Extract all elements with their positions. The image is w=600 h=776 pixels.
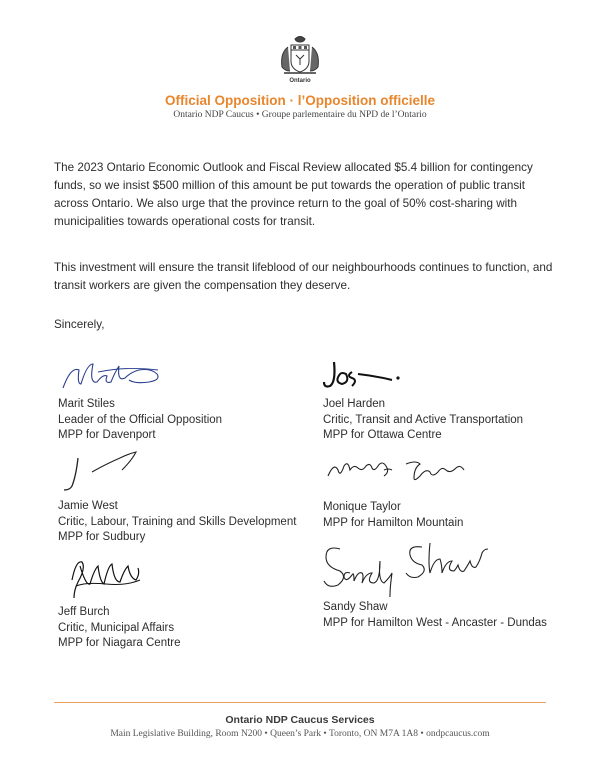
footer-title: Ontario NDP Caucus Services	[225, 714, 375, 726]
signature-monique-taylor	[322, 456, 472, 486]
signature-joel-harden	[320, 356, 410, 392]
letterhead-subtitle: Ontario NDP Caucus • Groupe parlementaire du NPD de l’Ontario	[173, 110, 427, 120]
signatory-riding: MPP for Hamilton West - Ancaster - Dundas	[323, 616, 547, 629]
signatory-jeff-burch	[58, 605, 181, 652]
signatory-riding: MPP for Davenport	[58, 429, 156, 441]
footer-divider	[54, 702, 546, 703]
signature-jeff-burch	[62, 556, 156, 602]
signatory-title: Critic, Transit and Active Transportation	[323, 413, 524, 426]
signature-jamie-west	[58, 448, 148, 494]
ontario-coat-of-arms-logo	[274, 33, 326, 87]
signatory-name: Sandy Shaw	[323, 601, 388, 613]
signatory-sandy-shaw	[323, 600, 547, 631]
signatory-marit-stiles	[58, 397, 222, 444]
body-paragraph-1: The 2023 Ontario Economic Outlook and Fiscal Review allocated $5.4 billion for contingency funds, so we insist $500 million of this amount be put towards the operation of public transit across Ontario. We also urge that the province return to the goal of 50% cost-sharing with municipalities towards operational costs for transit.	[54, 161, 533, 228]
signatory-riding: MPP for Hamilton Mountain	[323, 516, 464, 529]
signature-sandy-shaw	[320, 537, 490, 597]
signatory-name: Monique Taylor	[323, 501, 401, 513]
signatory-riding: MPP for Niagara Centre	[58, 637, 181, 649]
letterhead-title: Official Opposition · l’Opposition officielle	[165, 93, 435, 108]
signatory-name: Jeff Burch	[58, 606, 110, 618]
signatory-title: Critic, Municipal Affairs	[58, 621, 175, 634]
signatory-riding: MPP for Ottawa Centre	[323, 429, 442, 441]
signatory-riding: MPP for Sudbury	[58, 531, 146, 543]
signatory-title: Critic, Labour, Training and Skills Development	[58, 515, 297, 528]
signatory-joel-harden	[323, 397, 523, 444]
signatory-name: Marit Stiles	[58, 398, 115, 410]
signatory-name: Joel Harden	[323, 398, 386, 410]
signature-marit-stiles	[58, 360, 188, 396]
logo-wordmark: Ontario	[289, 78, 311, 84]
footer-address: Main Legislative Building, Room N200 • Queen’s Park • Toronto, ON M7A 1A8 • ondpcaucus.com	[110, 729, 490, 739]
signatory-title: Leader of the Official Opposition	[58, 413, 223, 426]
signatory-jamie-west	[58, 499, 296, 546]
signatory-monique-taylor	[323, 500, 463, 531]
signatory-name: Jamie West	[58, 500, 118, 512]
body-paragraph-2: This investment will ensure the transit lifeblood of our neighbourhoods continues to function, and transit workers are given the compensation they deserve.	[54, 261, 553, 292]
closing-salutation: Sincerely,	[54, 318, 105, 331]
